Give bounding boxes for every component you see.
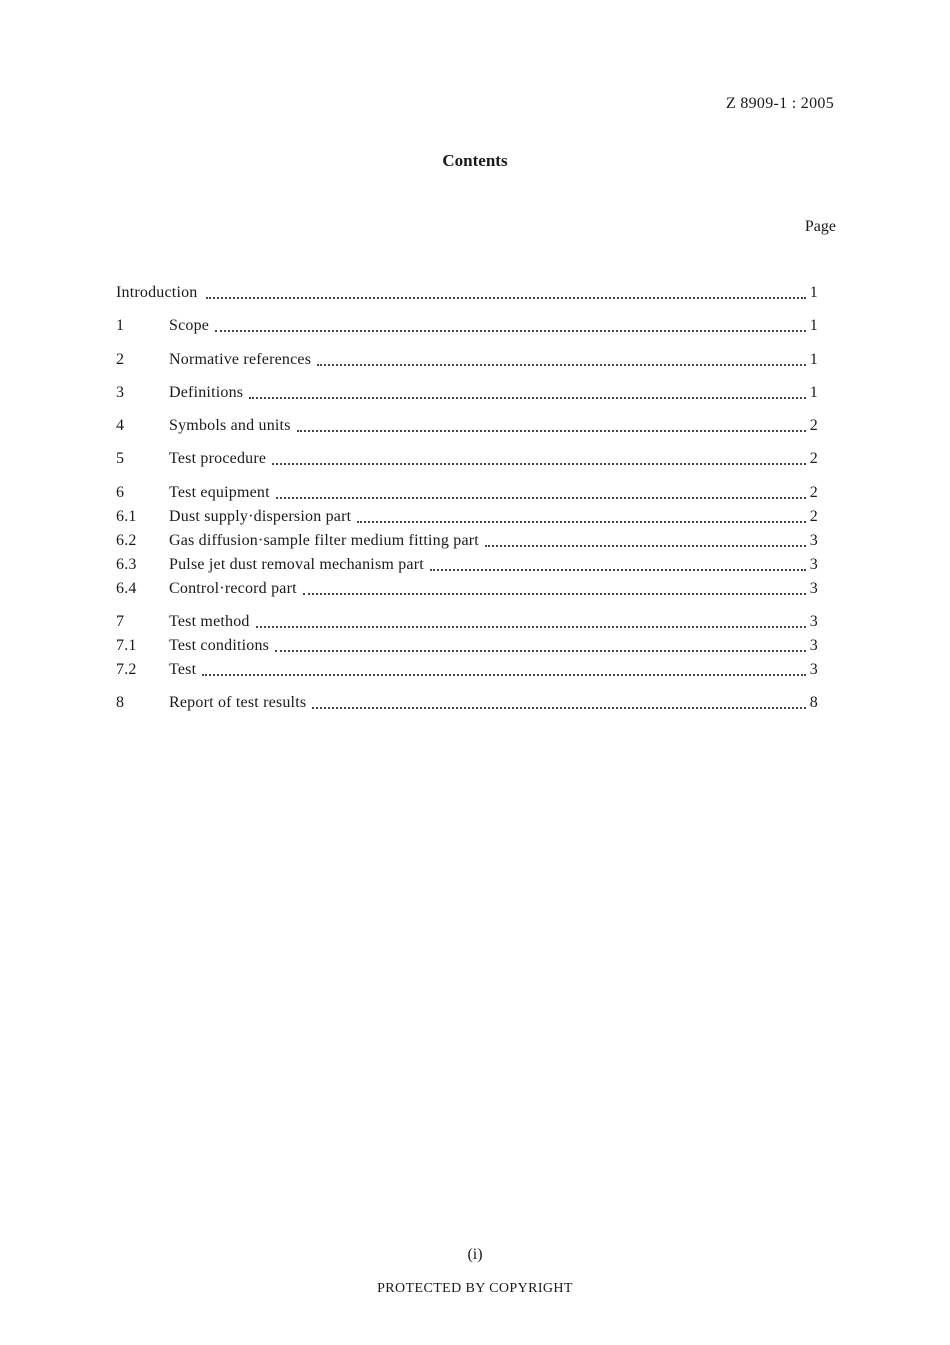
toc-entry-title: Report of test results <box>169 694 307 712</box>
toc-entry-report-of-test-results[interactable] <box>116 691 818 715</box>
dot-leader <box>275 650 806 652</box>
toc-entry-number: 7 <box>116 613 125 631</box>
toc-entry-number: 7.2 <box>116 661 137 679</box>
toc-entry-title: Test procedure <box>169 450 267 468</box>
toc-entry-page: 2 <box>809 507 818 525</box>
toc-entry-test-equipment[interactable] <box>116 481 818 505</box>
toc-entry-number: 8 <box>116 694 125 712</box>
toc-entry-test[interactable] <box>116 658 818 682</box>
toc-entry-test-conditions[interactable] <box>116 634 818 658</box>
toc-entry-page: 2 <box>809 483 818 501</box>
toc-entry-test-method[interactable] <box>116 610 818 634</box>
toc-entry-page: 1 <box>809 284 818 301</box>
toc-heading: Contents <box>442 151 508 170</box>
toc-entry-dust-supply[interactable] <box>116 505 818 529</box>
toc-entry-symbols-and-units[interactable] <box>116 414 818 438</box>
toc-entry-page: 3 <box>809 555 818 573</box>
toc-entry-title: Test conditions <box>169 637 270 655</box>
toc-entry-page: 1 <box>809 383 818 401</box>
dot-leader <box>215 330 806 332</box>
toc-entry-title: Pulse jet dust removal mechanism part <box>169 555 424 573</box>
dot-leader <box>276 497 806 499</box>
page-column-label: Page <box>804 218 836 235</box>
toc-entry-page: 3 <box>809 579 818 597</box>
toc-entry-title: Test method <box>169 613 250 631</box>
dot-leader <box>249 397 806 399</box>
toc-entry-number: 2 <box>116 350 125 368</box>
toc-entry-title: Control·record part <box>169 579 297 597</box>
toc-entry-page: 2 <box>809 450 818 468</box>
dot-leader <box>317 364 806 366</box>
dot-leader <box>303 593 806 595</box>
dot-leader <box>430 569 806 571</box>
table-of-contents <box>116 281 818 715</box>
page-number: (i) <box>467 1246 483 1263</box>
dot-leader <box>272 463 806 465</box>
toc-entry-title: Gas diffusion·sample filter medium fitting part <box>169 531 479 549</box>
dot-leader <box>256 626 806 628</box>
toc-entry-number: 6.2 <box>116 531 137 549</box>
toc-entry-title: Dust supply·dispersion part <box>169 507 352 525</box>
toc-entry-number: 4 <box>116 417 125 435</box>
dot-leader <box>202 674 806 676</box>
toc-entry-page: 2 <box>809 417 818 435</box>
toc-entry-page: 1 <box>809 317 818 335</box>
dot-leader <box>206 297 807 299</box>
toc-entry-definitions[interactable] <box>116 381 818 405</box>
toc-entry-scope[interactable] <box>116 314 818 338</box>
standard-number: Z 8909-1 : 2005 <box>725 95 834 112</box>
toc-entry-pulse-jet[interactable] <box>116 553 818 577</box>
toc-entry-number: 6.3 <box>116 555 137 573</box>
toc-entry-number: 7.1 <box>116 637 137 655</box>
toc-entry-gas-diffusion[interactable] <box>116 529 818 553</box>
dot-leader <box>485 545 806 547</box>
toc-entry-test-procedure[interactable] <box>116 447 818 471</box>
toc-entry-title: Scope <box>169 317 210 335</box>
toc-entry-page: 3 <box>809 531 818 549</box>
dot-leader <box>357 521 806 523</box>
dot-leader <box>297 430 806 432</box>
toc-entry-number: 5 <box>116 450 125 468</box>
toc-entry-page: 1 <box>809 350 818 368</box>
toc-entry-number: 3 <box>116 383 125 401</box>
toc-entry-title: Test <box>169 661 197 679</box>
toc-entry-number: 6 <box>116 483 125 501</box>
toc-entry-introduction[interactable] <box>116 281 818 305</box>
toc-entry-title: Test equipment <box>169 483 270 501</box>
toc-entry-number: 6.1 <box>116 507 137 525</box>
toc-entry-normative-references[interactable] <box>116 348 818 372</box>
toc-entry-title: Normative references <box>169 350 312 368</box>
dot-leader <box>312 707 806 709</box>
toc-entry-number: 1 <box>116 317 125 335</box>
toc-entry-page: 3 <box>809 637 818 655</box>
toc-entry-title: Symbols and units <box>169 417 291 435</box>
toc-entry-page: 8 <box>809 694 818 712</box>
toc-entry-number: 6.4 <box>116 579 137 597</box>
toc-entry-page: 3 <box>809 613 818 631</box>
toc-entry-title: Introduction <box>116 284 198 301</box>
toc-entry-page: 3 <box>809 661 818 679</box>
toc-entry-control-record[interactable] <box>116 577 818 601</box>
toc-entry-title: Definitions <box>169 383 244 401</box>
copyright-notice: PROTECTED BY COPYRIGHT <box>377 1281 573 1296</box>
